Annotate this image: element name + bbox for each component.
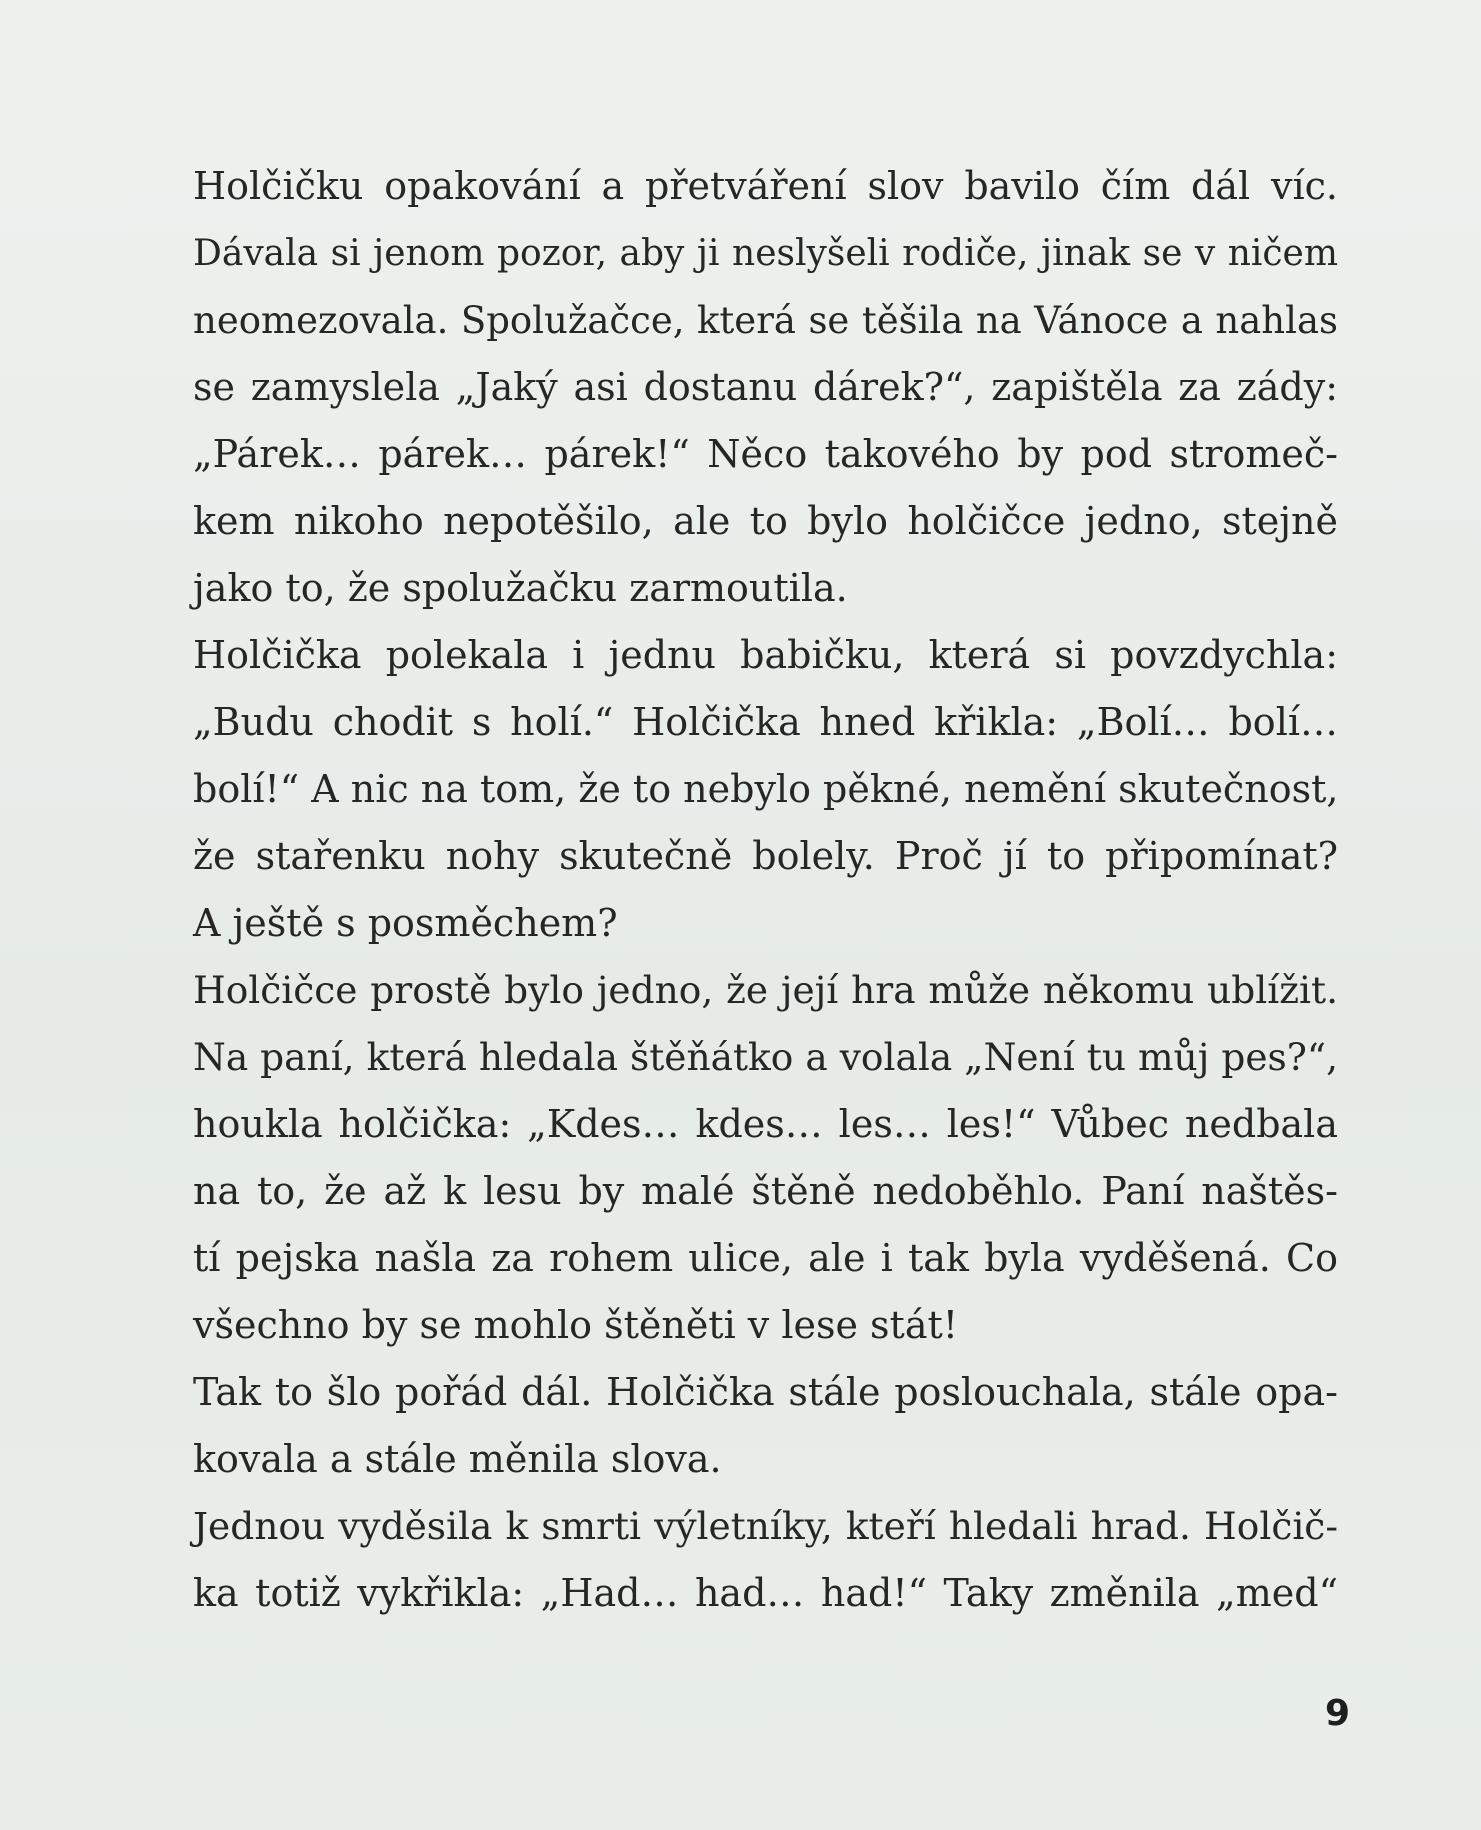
text-line: „Budu chodit s holí.“ Holčička hned křikla: „Bolí… bolí… bbox=[193, 700, 1338, 744]
text-line: A ještě s posměchem? bbox=[193, 901, 618, 945]
text-line: „Párek… párek… párek!“ Něco takového by pod stromeč- bbox=[193, 432, 1338, 476]
text-line: všechno by se mohlo štěněti v lese stát! bbox=[193, 1303, 959, 1347]
text-line: Jednou vyděsila k smrti výletníky, kteří hledali hrad. Holčič- bbox=[193, 1504, 1338, 1548]
text-line: ka totiž vykřikla: „Had… had… had!“ Taky změnila „med“ bbox=[193, 1571, 1338, 1615]
text-line: kovala a stále měnila slova. bbox=[193, 1437, 722, 1481]
text-line: Holčičce prostě bylo jedno, že její hra může někomu ublížit. bbox=[193, 968, 1338, 1012]
text-line: houkla holčička: „Kdes… kdes… les… les!“ Vůbec nedbala bbox=[193, 1102, 1338, 1146]
text-line: neomezovala. Spolužačce, která se těšila na Vánoce a nahlas bbox=[193, 299, 1338, 342]
text-line: bolí!“ A nic na tom, že to nebylo pěkné, nemění skutečnost, bbox=[193, 767, 1339, 811]
text-line: na to, že až k lesu by malé štěně nedoběhlo. Paní naštěs- bbox=[193, 1169, 1338, 1213]
text-line: kem nikoho nepotěšilo, ale to bylo holčičce jedno, stejně bbox=[193, 499, 1338, 543]
text-line: že stařenku nohy skutečně bolely. Proč jí to připomínat? bbox=[193, 834, 1338, 878]
text-line: jako to, že spolužačku zarmoutila. bbox=[193, 566, 848, 610]
text-line: Tak to šlo pořád dál. Holčička stále poslouchala, stále opa- bbox=[193, 1370, 1338, 1414]
text-line: Holčička polekala i jednu babičku, která si povzdychla: bbox=[193, 633, 1338, 677]
text-line: Holčičku opakování a přetváření slov bavilo čím dál víc. bbox=[193, 164, 1338, 208]
body-text bbox=[193, 153, 1338, 1627]
text-line: Na paní, která hledala štěňátko a volala „Není tu můj pes?“, bbox=[193, 1035, 1338, 1079]
page-number: 9 bbox=[1324, 1693, 1350, 1734]
text-line: tí pejska našla za rohem ulice, ale i tak byla vyděšená. Co bbox=[193, 1236, 1338, 1280]
text-line: Dávala si jenom pozor, aby ji neslyšeli rodiče, jinak se v ničem bbox=[193, 233, 1338, 274]
text-line: se zamyslela „Jaký asi dostanu dárek?“, zapištěla za zády: bbox=[193, 365, 1338, 409]
